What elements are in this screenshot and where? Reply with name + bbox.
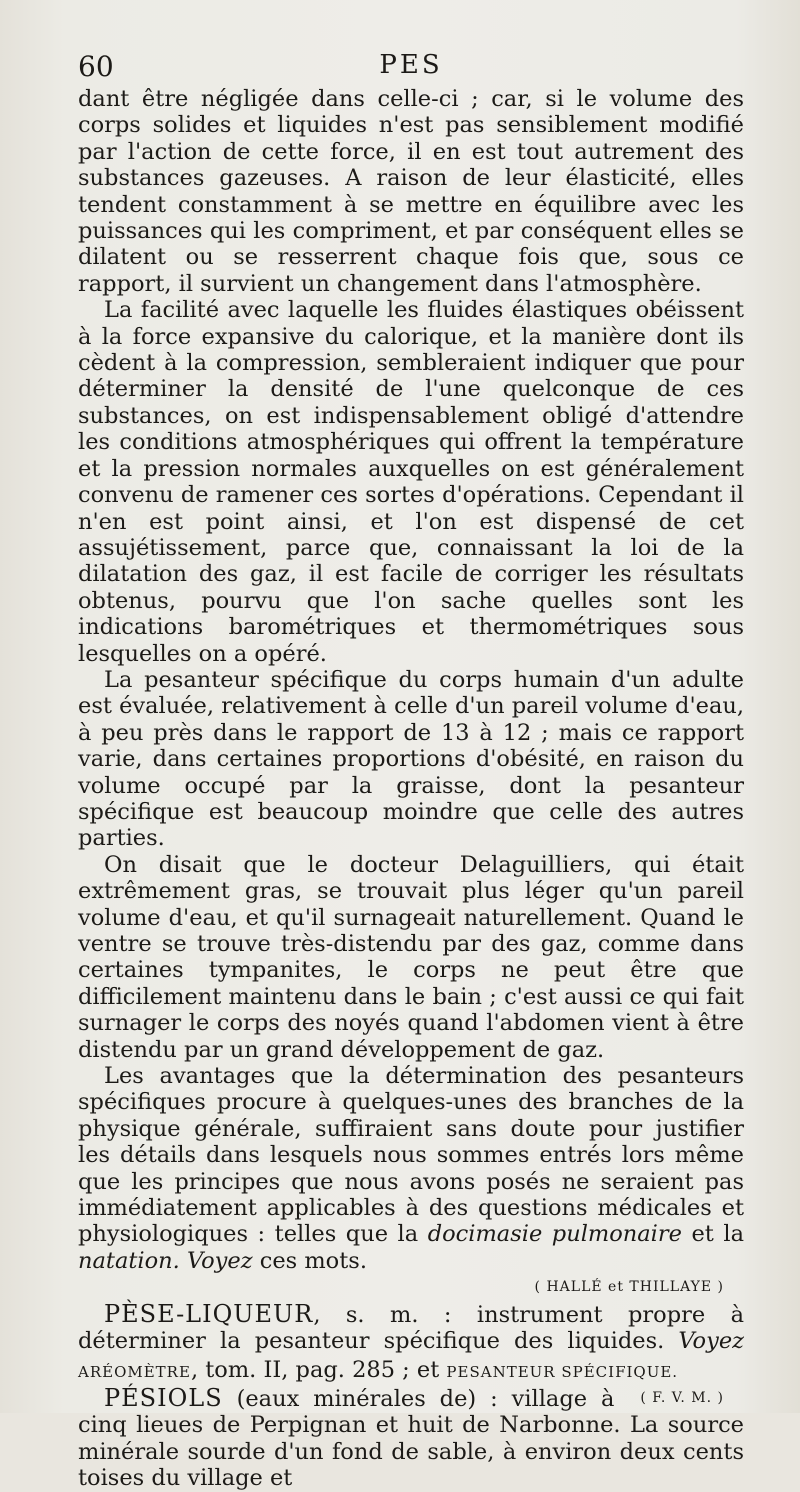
body-text xyxy=(78,86,744,1492)
entry-headword: PÈSE-LIQUEUR xyxy=(104,1299,314,1328)
paragraph-delaguilliers: On disait que le docteur Delaguilliers, qui était extrêmement gras, se trouvait plus léger qu'un pareil volume d'eau, et qu'il surnageait naturellement. Quand le ventre se trouve très-distendu par des gaz, comme dans certaines tympanites, le corps ne peut être que difficilement maintenu dans le bain ; c'est aussi ce qui fait surnager le corps des noyés quand l'abdomen vient à être distendu par un grand développement de gaz. xyxy=(78,851,744,1063)
paragraph-continuation: dant être négligée dans celle-ci ; car, si le volume des corps solides et liquides n'est pas sensiblement modifié par l'action de cette force, il en est tout autrement des substances gazeuses. A raison de leur élasticité, elles tendent constamment à se mettre en équilibre avec les puissances qui les compriment, et par conséquent elles se dilatent ou se resserrent chaque fois que, sous ce rapport, il survient un changement dans l'atmosphère. xyxy=(78,86,744,297)
entry-pesiols: PÉSIOLS (eaux minérales de) : village à cinq lieues de Perpignan et huit de Narbonne. La source minérale sourde d'un fond de sable, à environ deux cents toises du village et xyxy=(78,1383,744,1492)
page-header xyxy=(78,50,744,86)
paragraph-advantages: Les avantages que la détermination des pesanteurs spécifiques procure à quelques-unes des branches de la physique générale, suffiraient sans doute pour justifier les détails dans lesquels nous sommes entrés lors même que les principes que nous avons posés ne seraient pas immédiatement applicables à des questions médicales et physiologiques : telles que la docimasie pulmonaire et la natation. Voyez ces mots. xyxy=(78,1063,744,1274)
author-initials: ( F. V. M. ) xyxy=(640,1389,724,1406)
italic-term: natation. xyxy=(78,1247,180,1274)
running-head: PES xyxy=(379,50,443,80)
italic-term: docimasie pulmonaire xyxy=(427,1221,682,1248)
page-number: 60 xyxy=(78,50,114,83)
entry-headword: PÉSIOLS xyxy=(104,1383,223,1412)
entry-pese-liqueur: PÈSE-LIQUEUR, s. m. : instrument propre à déterminer la pesanteur spécifique des liquides. Voyez ARÉOMÈTRE, tom. II, pag. 285 ; et PESANTEUR SPÉCIFIQUE. ( F. V. M. ) xyxy=(78,1301,744,1385)
author-signature: ( HALLÉ et THILLAYE ) xyxy=(534,1279,724,1296)
cross-reference: Voyez xyxy=(186,1247,253,1274)
paragraph-human-body: La pesanteur spécifique du corps humain d'un adulte est évaluée, relativement à celle d'un pareil volume d'eau, à peu près dans le rapport de 13 à 12 ; mais ce rapport varie, dans certaines proportions d'obésité, en raison du volume occupé par la graisse, dont la pesanteur spécifique est beaucoup moindre que celle des autres parties. xyxy=(78,666,744,852)
paragraph-elastic-fluids: La facilité avec laquelle les fluides élastiques obéissent à la force expansive du calorique, et la manière dont ils cèdent à la compression, sembleraient indiquer que pour déterminer la densité de l'une quelconque de ces substances, on est indispensablement obligé d'attendre les conditions atmosphériques qui offrent la température et la pression normales auxquelles on est généralement convenu de ramener ces sortes d'opérations. Cependant il n'en est point ainsi, et l'on est dispensé de cet assujétissement, parce que, connaissant la loi de la dilatation des gaz, il est facile de corriger les résultats obtenus, pourvu que l'on sache quelles sont les indications barométriques et thermométriques sous lesquelles on a opéré. xyxy=(78,297,744,667)
cross-reference: Voyez xyxy=(678,1328,744,1355)
